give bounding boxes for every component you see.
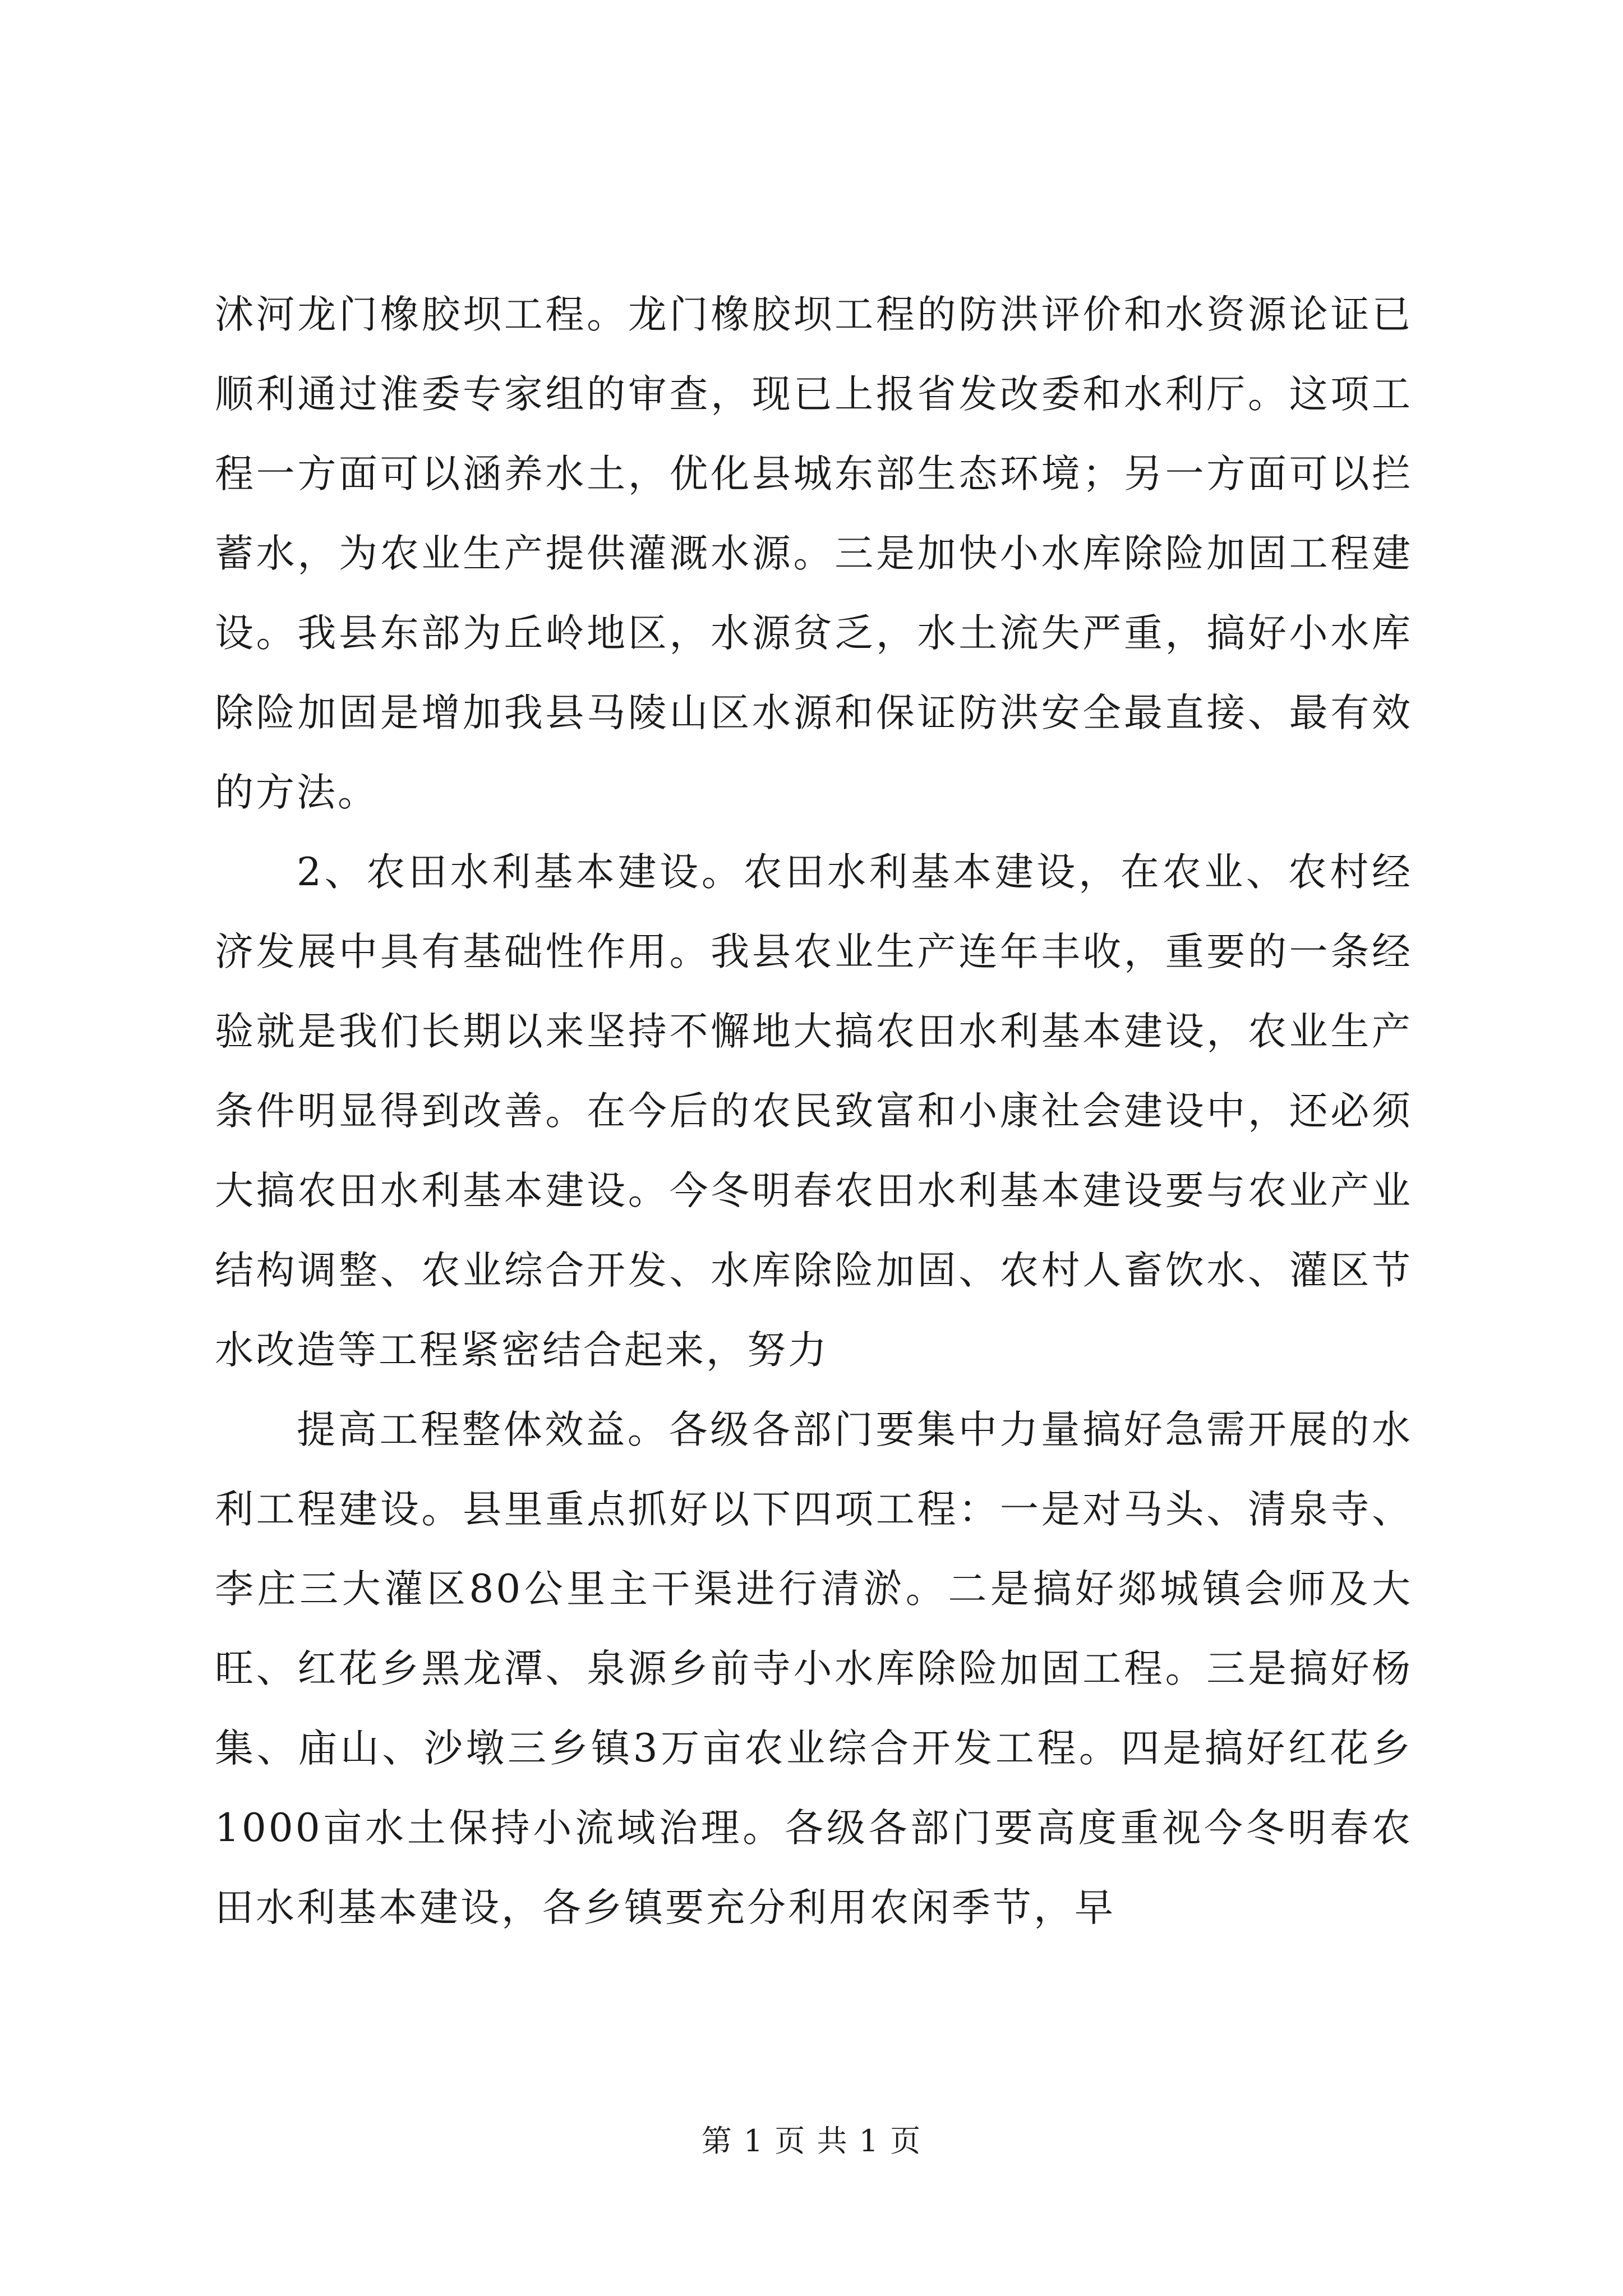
- paragraph-2: 2、农田水利基本建设。农田水利基本建设，在农业、农村经济发展中具有基础性作用。我县农业生产连年丰收，重要的一条经验就是我们长期以来坚持不懈地大搞农田水利基本建设，农业生产条件明显得到改善。在今后的农民致富和小康社会建设中，还必须大搞农田水利基本建设。今冬明春农田水利基本建设要与农业产业结构调整、农业综合开发、水库除险加固、农村人畜饮水、灌区节水改造等工程紧密结合起来，努力: [215, 850, 1413, 1373]
- page-footer: 第 1 页 共 1 页: [701, 2123, 922, 2159]
- paragraph-3: 提高工程整体效益。各级各部门要集中力量搞好急需开展的水利工程建设。县里重点抓好以下四项工程：一是对马头、清泉寺、李庄三大灌区80公里主干渠进行清淤。二是搞好郯城镇会师及大旺、红花乡黑龙潭、泉源乡前寺小水库除险加固工程。三是搞好杨集、庙山、沙墩三乡镇3万亩农业综合开发工程。四是搞好红花乡1000亩水土保持小流域治理。各级各部门要高度重视今冬明春农田水利基本建设，各乡镇要充分利用农闲季节，早: [215, 1407, 1413, 1930]
- paragraph-1: 沭河龙门橡胶坝工程。龙门橡胶坝工程的防洪评价和水资源论证已顺利通过淮委专家组的审查，现已上报省发改委和水利厅。这项工程一方面可以涵养水土，优化县城东部生态环境；另一方面可以拦蓄水，为农业生产提供灌溉水源。三是加快小水库除险加固工程建设。我县东部为丘岭地区，水源贫乏，水土流失严重，搞好小水库除险加固是增加我县马陵山区水源和保证防洪安全最直接、最有效的方法。: [215, 292, 1413, 815]
- document-body: [215, 275, 1413, 1948]
